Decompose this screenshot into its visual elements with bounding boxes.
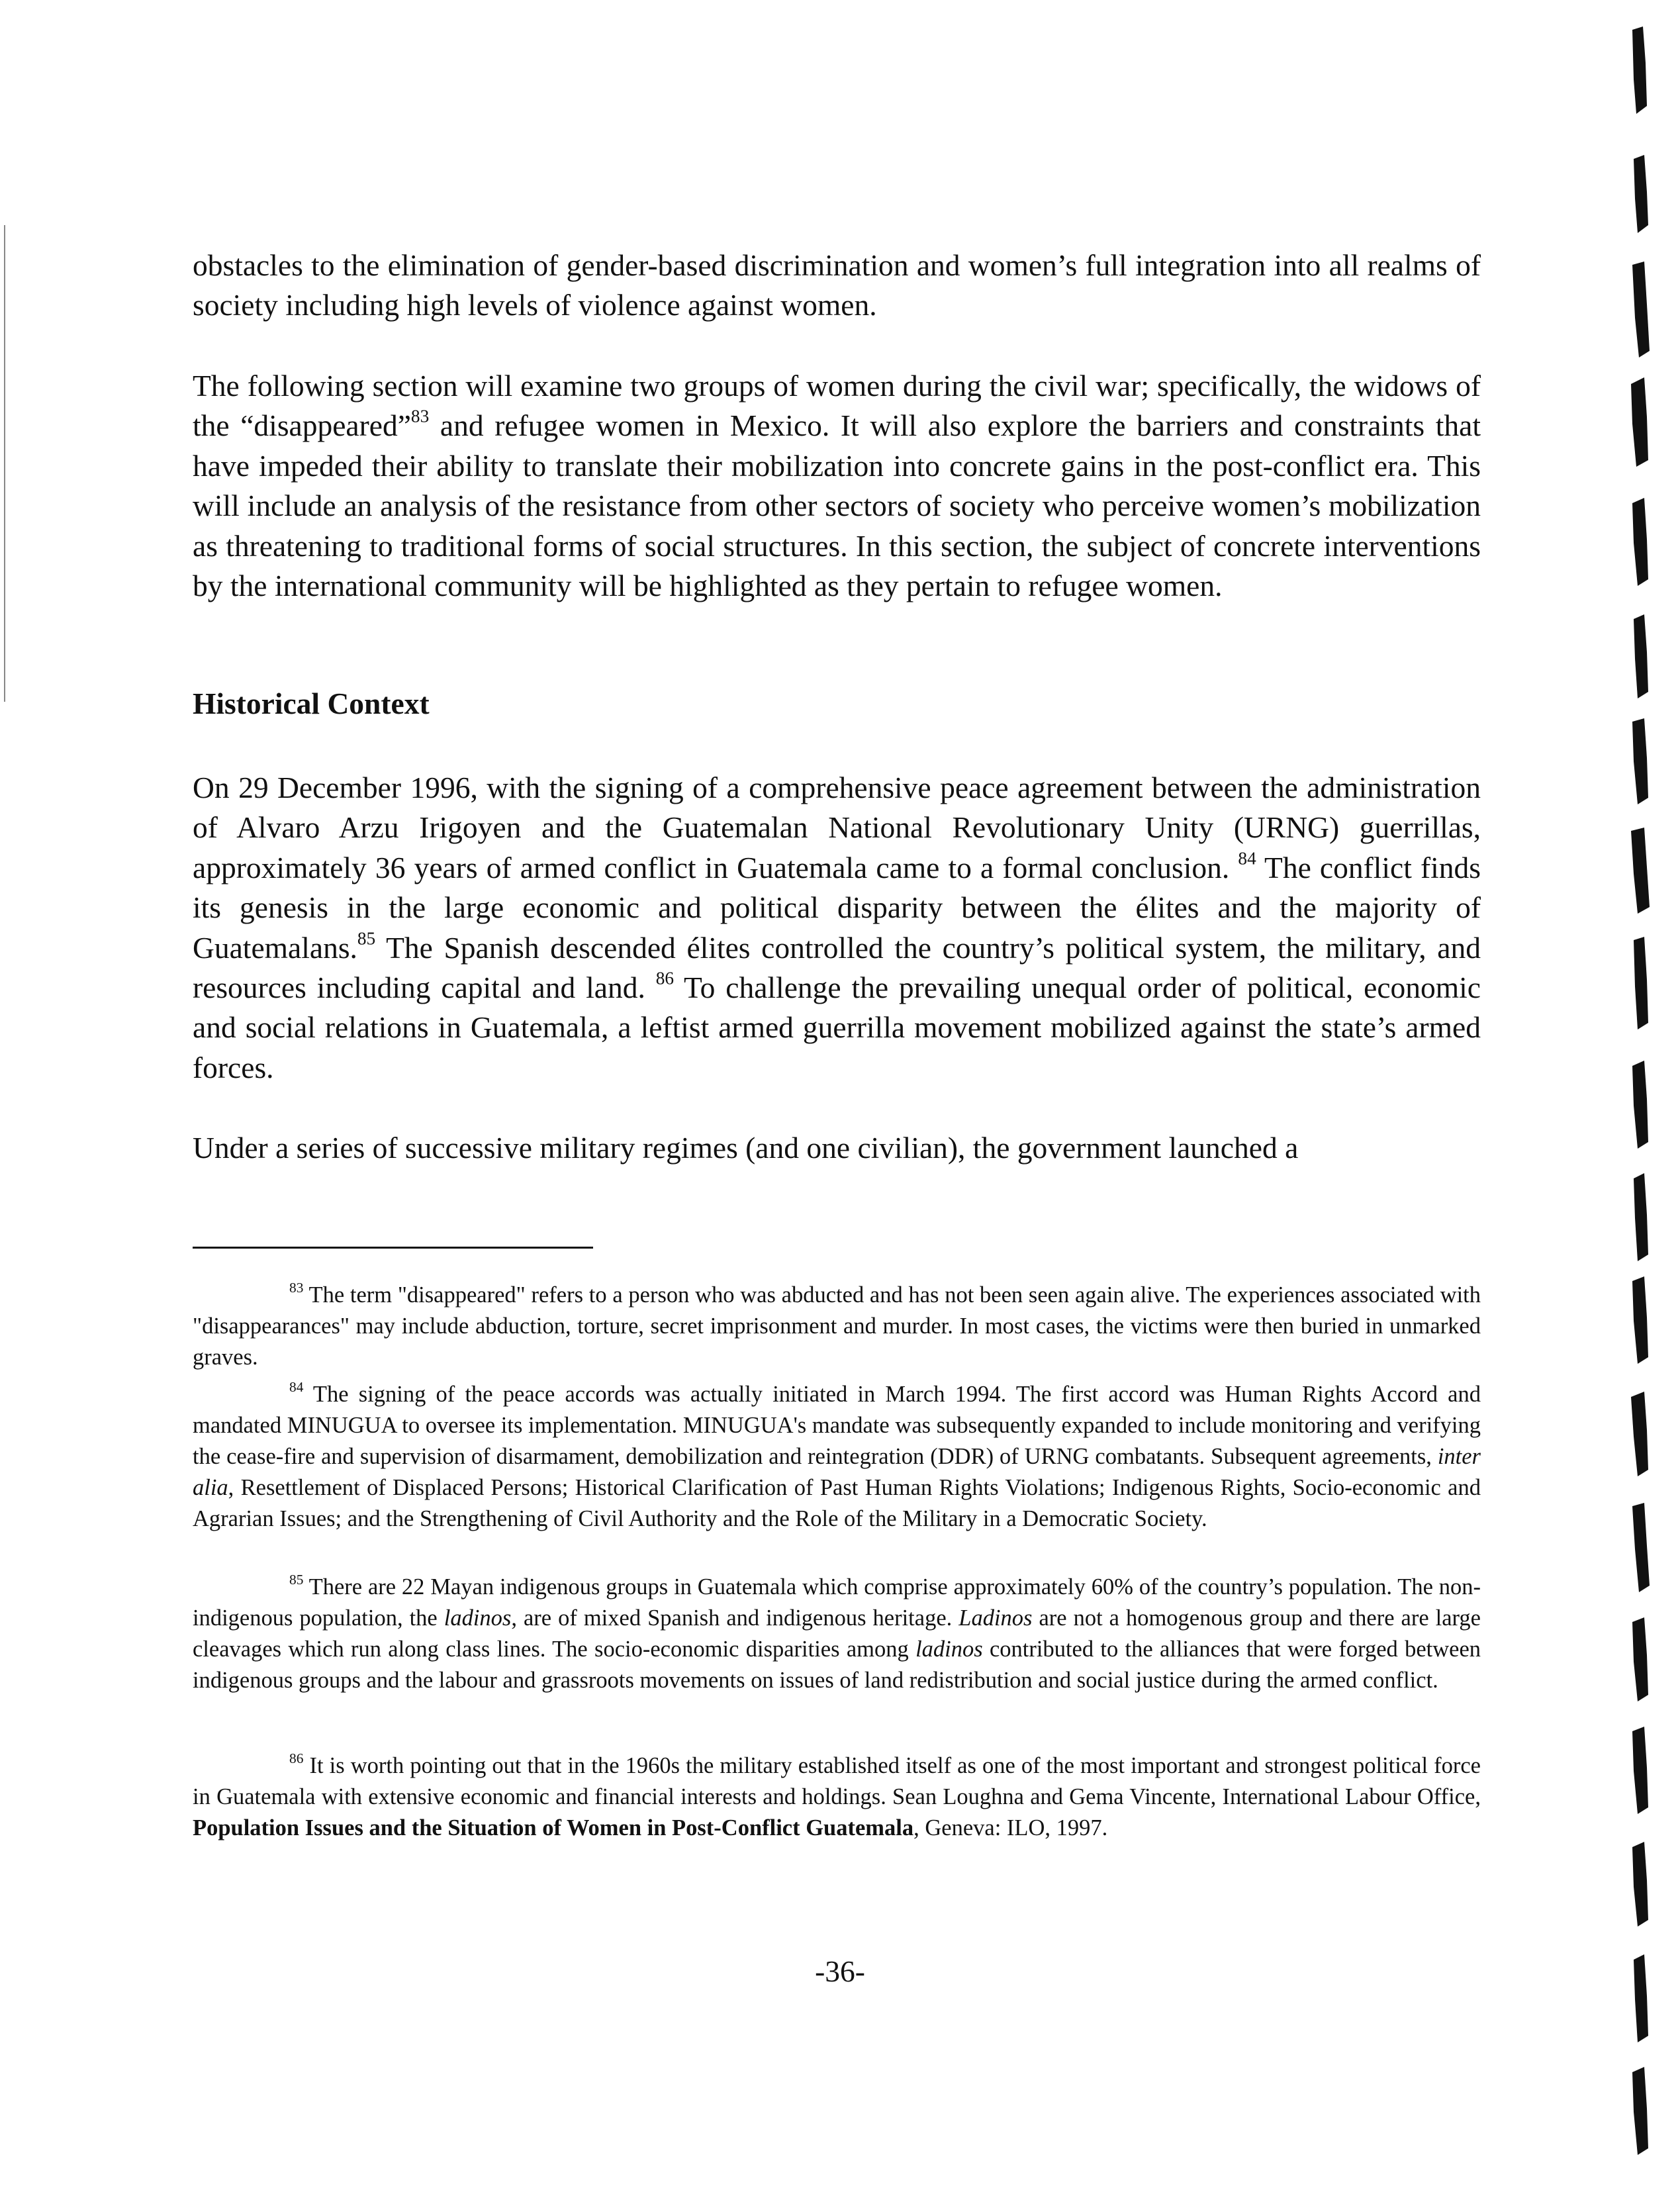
footnote-text: The signing of the peace accords was actually initiated in March 1994. The first accord was Human Rights Accord and mandated MINUGUA to oversee its implementation. MINUGUA's mandate was subsequently expanded to include monitoring and verifying the cease-fire and supervision of disarmament, demobilization and reintegration (DDR) of URNG combatants. Subsequent agreements, xyxy=(193,1382,1481,1469)
paragraph-3-text-b: The conflict finds its genesis in the large economic and political disparity between the élites and the majority of Guatemalans. xyxy=(193,850,1481,965)
binding-hole-mark xyxy=(1631,828,1650,914)
footnote-number: 84 xyxy=(289,1379,304,1396)
binding-hole-mark xyxy=(1634,614,1648,698)
paragraph-3 xyxy=(193,768,1481,1088)
page-number: -36- xyxy=(815,1954,865,1988)
footnote-bold-title: Population Issues and the Situation of Women in Post-Conflict Guatemala xyxy=(193,1815,914,1840)
footnote-86 xyxy=(193,1750,1481,1844)
footnote-text-2: , Resettlement of Displaced Persons; Historical Clarification of Past Human Rights Violations; Indigenous Rights, Socio-economic and Agrarian Issues; and the Strengthening of Civil Authority and the Role of the Military in a Democratic Society. xyxy=(193,1474,1481,1531)
footnote-italic: inter alia xyxy=(193,1443,1481,1500)
binding-hole-mark xyxy=(1632,498,1648,586)
binding-hole-mark xyxy=(1634,937,1648,1029)
binding-hole-mark xyxy=(1632,1617,1648,1701)
footnote-text: There are 22 Mayan indigenous groups in Guatemala which comprise approximately 60% of the country’s population. The non-indigenous population, the xyxy=(193,1574,1481,1631)
binding-hole-mark xyxy=(1632,1842,1648,1927)
binding-hole-mark xyxy=(1632,718,1648,804)
binding-holes-strip xyxy=(1594,0,1680,2196)
footnote-text-2: , are of mixed Spanish and indigenous heritage. xyxy=(511,1605,959,1631)
paragraph-2-text-b: and refugee women in Mexico. It will also explore the barriers and constraints that have impeded their ability to translate their mobilization into concrete gains in the post-conflict era. This will include an analysis of the resistance from other sectors of society who perceive women’s mobilization as threatening to traditional forms of social structures. In this section, the subject of concrete interventions by the international community will be highlighted as they pertain to refugee women. xyxy=(193,408,1481,603)
footnote-83 xyxy=(193,1280,1481,1373)
footnote-text-3: are not a homogenous group and there are large cleavages which run along class lines. The socio-economic disparities among xyxy=(193,1605,1481,1662)
binding-hole-mark xyxy=(1632,1503,1650,1592)
paragraph-2-text-a: The following section will examine two groups of women during the civil war; specifically, the widows of the “disappeared” xyxy=(193,369,1481,443)
binding-hole-mark xyxy=(1634,155,1648,233)
binding-hole-mark xyxy=(1634,1173,1648,1261)
binding-hole-mark xyxy=(1632,26,1647,114)
footnote-85 xyxy=(193,1572,1481,1696)
footnote-number: 86 xyxy=(289,1750,304,1767)
footnote-italic-1: ladinos xyxy=(443,1605,512,1631)
binding-hole-mark xyxy=(1632,1727,1648,1814)
paragraph-3-text-c: The Spanish descended élites controlled the country’s political system, the military, and resources including capital and land. xyxy=(193,930,1481,1005)
footnote-ref-85: 85 xyxy=(357,928,376,949)
footnote-text-2: , Geneva: ILO, 1997. xyxy=(913,1815,1108,1840)
footnote-84 xyxy=(193,1379,1481,1535)
binding-hole-mark xyxy=(1632,2067,1648,2155)
binding-hole-mark xyxy=(1631,377,1648,467)
footnote-ref-84: 84 xyxy=(1238,848,1256,869)
paragraph-4-text: Under a series of successive military regimes (and one civilian), the government launched a xyxy=(193,1131,1299,1165)
binding-hole-mark xyxy=(1634,1954,1648,2042)
footnote-text: The term "disappeared" refers to a person who was abducted and has not been seen again alive. The experiences associated with "disappearances" may include abduction, torture, secret imprisonment and murder. In most cases, the victims were then buried in unmarked graves. xyxy=(193,1282,1481,1370)
binding-hole-mark xyxy=(1632,262,1650,358)
footnote-separator xyxy=(193,1247,593,1249)
footnote-text: It is worth pointing out that in the 1960s the military established itself as one of the most important and strongest political force in Guatemala with extensive economic and financial interests and holdings. Sean Loughna and Gema Vincente, International Labour Office, xyxy=(193,1753,1481,1809)
paragraph-2 xyxy=(193,366,1481,606)
footnote-number: 85 xyxy=(289,1572,304,1588)
section-heading: Historical Context xyxy=(193,687,430,720)
footnote-number: 83 xyxy=(289,1280,304,1296)
scan-edge-line xyxy=(4,225,5,702)
footnote-ref-83: 83 xyxy=(410,406,430,426)
binding-hole-mark xyxy=(1631,1392,1648,1476)
binding-hole-mark xyxy=(1632,1061,1648,1149)
paragraph-4 xyxy=(193,1128,1481,1168)
footnote-text-4: contributed to the alliances that were forged between indigenous groups and the labour and grassroots movements on issues of land redistribution and social justice during the armed conflict. xyxy=(193,1636,1481,1693)
binding-hole-mark xyxy=(1632,1276,1648,1364)
paragraph-1-text: obstacles to the elimination of gender-based discrimination and women’s full integration into all realms of society including high levels of violence against women. xyxy=(193,248,1481,322)
footnote-italic-3: ladinos xyxy=(915,1636,983,1662)
paragraph-1 xyxy=(193,246,1481,326)
paragraph-3-text-a: On 29 December 1996, with the signing of a comprehensive peace agreement between the administration of Alvaro Arzu Irigoyen and the Guatemalan National Revolutionary Unity (URNG) guerrillas, approximately 36 years of armed conflict in Guatemala came to a formal conclusion. xyxy=(193,771,1481,884)
paragraph-3-text-d: To challenge the prevailing unequal order of political, economic and social relations in Guatemala, a leftist armed guerrilla movement mobilized against the state’s armed forces. xyxy=(193,971,1481,1084)
footnote-ref-86: 86 xyxy=(655,968,674,988)
footnote-italic-2: Ladinos xyxy=(958,1605,1033,1631)
